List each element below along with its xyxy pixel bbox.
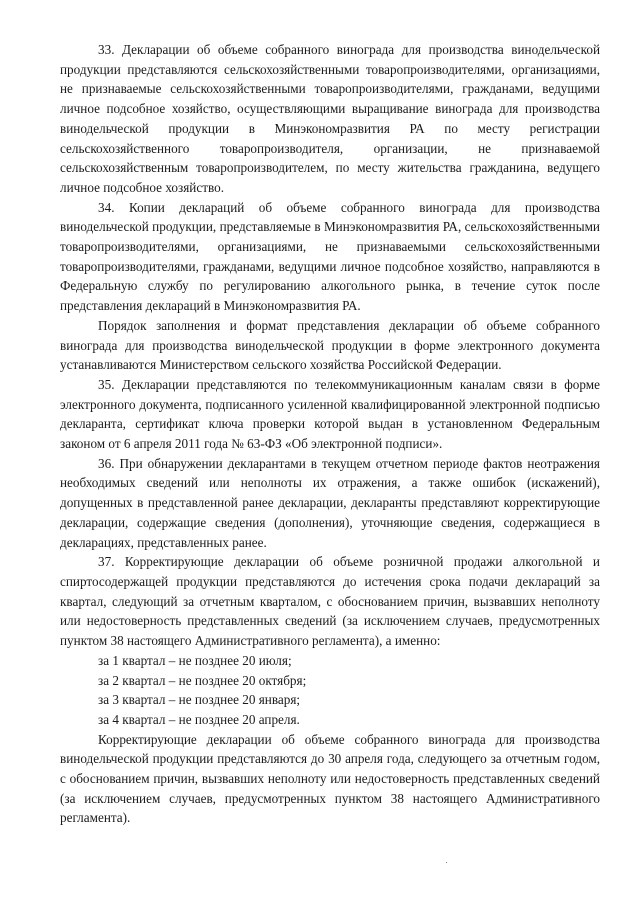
paragraph-procedure: Порядок заполнения и формат представления декларации об объеме собранного винограда для производства винодельческой продукции в форме электронного документа устанавливаются Министерством сельского хозяйства Российской Федерации.	[60, 317, 600, 373]
list-item: за 2 квартал – не позднее 20 октября;	[98, 672, 307, 688]
paragraph-36: 36. При обнаружении декларантами в текущем отчетном периоде фактов неотражения необходимых сведений или неполноты их отражения, а также ошибок (искажений), допущенных в представленной ранее декларации, декларанты представляют корректирующие декларации, содержащие сведения (дополнения), уточняющие сведения, содержащиеся в декларациях, представленных ранее.	[60, 455, 600, 550]
paragraph-35: 35. Декларации представляются по телекоммуникационным каналам связи в форме электронного документа, подписанного усиленной квалифицированной электронной подписью декларанта, сертификат ключа проверки которой выдан в установленном Федеральным законом от 6 апреля 2011 года № 63-ФЗ «Об электронной подписи».	[60, 376, 600, 452]
paragraph-closing: Корректирующие декларации об объеме собранного винограда для производства винодельческой продукции представляются до 30 апреля года, следующего за отчетным годом, с обоснованием причин, вызвавших неполноту или недостоверность представленных сведений (за исключением случаев, предусмотренных пунктом 38 настоящего Административного регламента).	[60, 731, 600, 826]
list-item: за 1 квартал – не позднее 20 июля;	[98, 652, 292, 668]
quarter-deadline-list	[60, 651, 600, 730]
paragraph-33: 33. Декларации об объеме собранного винограда для производства винодельческой продукции представляются сельскохозяйственными товаропроизводителями, организациями, не признаваемые сельскохозяйственными товаропроизводителями, гражданами, ведущими личное подсобное хозяйство, осуществляющими выращивание винограда для производства винодельческой продукции в Минэкономразвития РА по месту регистрации сельскохозяйственного товаропроизводителя, организации, не признаваемой сельскохозяйственным товаропроизводителем, по месту жительства гражданина, ведущего личное подсобное хозяйство.	[60, 42, 600, 195]
list-item: за 3 квартал – не позднее 20 января;	[98, 692, 301, 708]
document-page	[60, 40, 600, 828]
scan-speck	[446, 862, 447, 863]
paragraph-34: 34. Копии деклараций об объеме собранного винограда для производства винодельческой продукции, представляемые в Минэкономразвития РА, сельскохозяйственными товаропроизводителями, организациями, не признаваемыми сельскохозяйственными товаропроизводителями, гражданами, ведущими личное подсобное хозяйство, направляются в Федеральную службу по регулированию алкогольного рынка, в течение суток после представления деклараций в Минэкономразвития РА.	[60, 199, 600, 314]
list-item: за 4 квартал – не позднее 20 апреля.	[98, 711, 300, 727]
paragraph-37: 37. Корректирующие декларации об объеме розничной продажи алкогольной и спиртосодержащей продукции представляются до истечения срока подачи деклараций за квартал, следующий за отчетным кварталом, с обоснованием причин, вызвавших неполноту или недостоверность представленных сведений (за исключением случаев, предусмотренных пунктом 38 настоящего Административного регламента), а именно:	[60, 554, 600, 649]
